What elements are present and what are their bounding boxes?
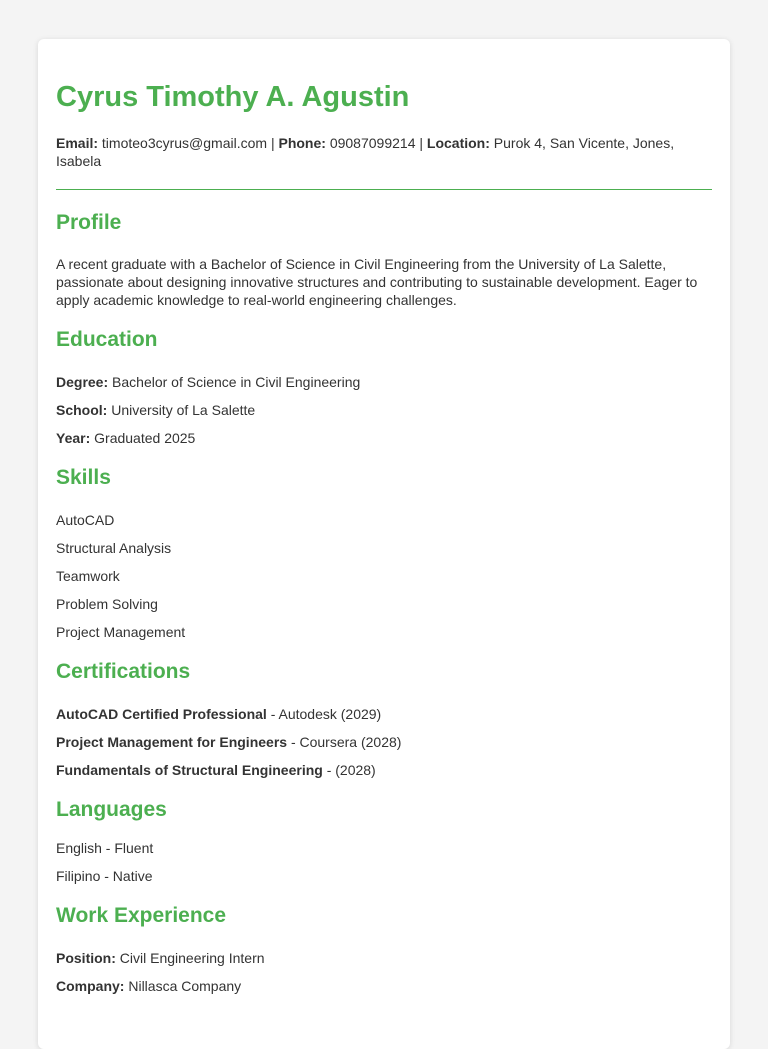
position-value: Civil Engineering Intern bbox=[119, 950, 265, 966]
education-school bbox=[56, 401, 712, 419]
year-label: Year: bbox=[56, 430, 91, 446]
degree-label: Degree: bbox=[56, 374, 109, 390]
certification-name: Project Management for Engineers bbox=[56, 734, 288, 750]
email-label: Email: bbox=[56, 135, 99, 151]
contact-info bbox=[56, 134, 712, 170]
location-value: Purok 4, San Vicente, Jones, Isabela bbox=[56, 135, 675, 169]
contact-separator: | bbox=[415, 135, 427, 151]
company-label: Company: bbox=[56, 978, 125, 994]
header-divider bbox=[56, 189, 712, 190]
skill-item: AutoCAD bbox=[56, 512, 115, 528]
skill-item: Structural Analysis bbox=[56, 540, 172, 556]
education-heading: Education bbox=[56, 328, 158, 351]
certification-detail: - Coursera (2028) bbox=[287, 734, 402, 750]
profile-section bbox=[56, 209, 712, 309]
location-label: Location: bbox=[426, 135, 490, 151]
skill-item: Teamwork bbox=[56, 568, 120, 584]
profile-text: A recent graduate with a Bachelor of Science in Civil Engineering from the University of La Salette, passionate about designing innovative structures and contributing to sustainable development. Eager to apply academic knowledge to real-world engineering challenges. bbox=[56, 256, 698, 308]
certification-item bbox=[56, 705, 712, 723]
school-label: School: bbox=[56, 402, 108, 418]
education-degree bbox=[56, 373, 712, 391]
languages-section bbox=[56, 796, 712, 885]
certifications-section bbox=[56, 658, 712, 779]
language-item: Filipino - Native bbox=[56, 868, 153, 884]
company-value: Nillasca Company bbox=[128, 978, 242, 994]
certification-detail: - (2028) bbox=[322, 762, 376, 778]
language-item: English - Fluent bbox=[56, 840, 154, 856]
profile-heading: Profile bbox=[56, 211, 122, 234]
year-value: Graduated 2025 bbox=[94, 430, 196, 446]
certification-detail: - Autodesk (2029) bbox=[266, 706, 382, 722]
degree-value: Bachelor of Science in Civil Engineering bbox=[112, 374, 361, 390]
certifications-heading: Certifications bbox=[56, 660, 191, 683]
work-position bbox=[56, 949, 712, 967]
contact-separator: | bbox=[267, 135, 279, 151]
phone-value: 09087099214 bbox=[329, 135, 416, 151]
school-value: University of La Salette bbox=[111, 402, 256, 418]
education-section bbox=[56, 326, 712, 447]
certification-name: Fundamentals of Structural Engineering bbox=[56, 762, 323, 778]
work-experience-section bbox=[56, 902, 712, 995]
email-value: timoteo3cyrus@gmail.com bbox=[101, 135, 268, 151]
certification-name: AutoCAD Certified Professional bbox=[56, 706, 267, 722]
work-experience-heading: Work Experience bbox=[56, 904, 227, 927]
work-company bbox=[56, 977, 712, 995]
candidate-name: Cyrus Timothy A. Agustin bbox=[56, 81, 410, 113]
phone-label: Phone: bbox=[278, 135, 326, 151]
skills-heading: Skills bbox=[56, 466, 111, 489]
skill-item: Project Management bbox=[56, 624, 186, 640]
education-year bbox=[56, 429, 712, 447]
position-label: Position: bbox=[56, 950, 116, 966]
skills-section bbox=[56, 464, 712, 641]
certification-item bbox=[56, 761, 712, 779]
resume-card bbox=[38, 39, 730, 1049]
skill-item: Problem Solving bbox=[56, 596, 158, 612]
languages-heading: Languages bbox=[56, 798, 167, 821]
certification-item bbox=[56, 733, 712, 751]
